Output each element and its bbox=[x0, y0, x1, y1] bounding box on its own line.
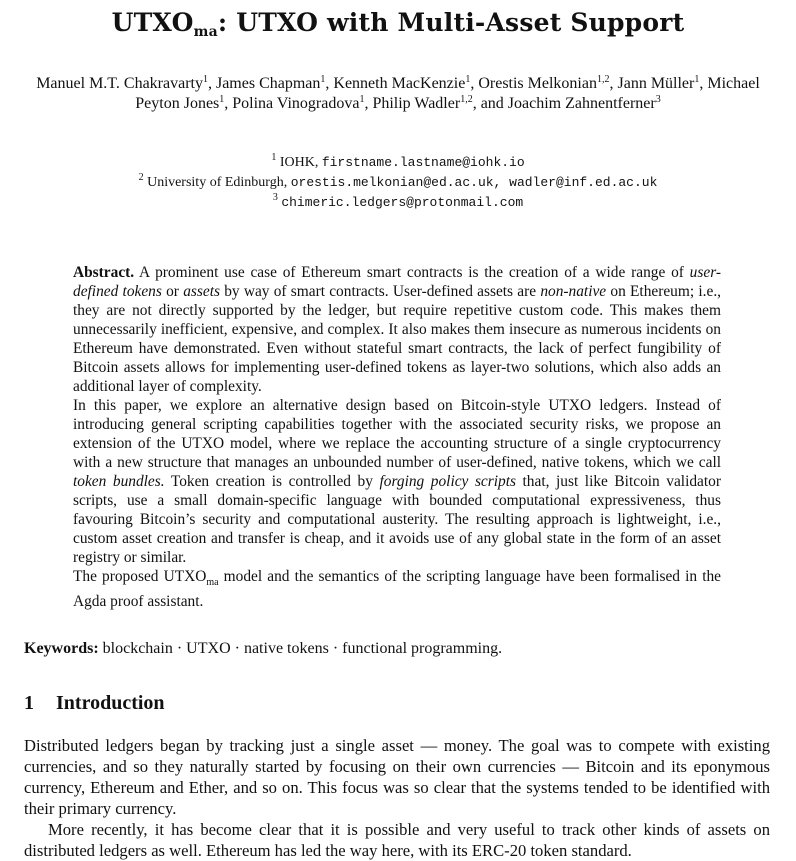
intro-body bbox=[24, 735, 770, 861]
author: Philip Wadler$^{1,2}$, and bbox=[372, 94, 508, 112]
abstract-label: Abstract. bbox=[73, 264, 135, 281]
affiliation-1: $^1$ IOHK, firstname.lastname@iohk.io bbox=[271, 152, 525, 170]
author: Manuel M.T. Chakravarty$^1$, bbox=[36, 74, 216, 92]
paper-title bbox=[0, 8, 796, 40]
author: Kenneth MacKenzie$^1$, bbox=[333, 74, 479, 92]
author: Jann Müller$^1$, bbox=[617, 74, 708, 92]
keywords bbox=[24, 640, 772, 658]
author: Orestis Melkonian$^{1,2}$, bbox=[478, 74, 618, 92]
author: James Chapman$^1$, bbox=[215, 74, 334, 92]
section-number: 1 bbox=[24, 692, 34, 714]
abstract-paragraph: Abstract. A prominent use case of Ethereum smart contracts is the creation of a wide range of user-defined tokens or assets by way of smart contracts. User-defined assets are non-native on Ethereum; i.e., they are not directly supported by the ledger, but require repetitive custom code. This makes them unnecessarily inefficient, expensive, and complex. It also makes them insecure as numerous incidents on Ethereum have demonstrated. Even without stateful smart contracts, the lack of perfect fungibility of Bitcoin assets allows for implementing user-defined tokens as layer-two solutions, which also adds an additional layer of complexity. bbox=[73, 264, 722, 395]
author-list bbox=[24, 74, 772, 114]
author: Joachim Zahnentferner$^3$ bbox=[507, 94, 661, 112]
intro-paragraph: More recently, it has become clear that it is possible and very useful to track other kinds of assets on distributed ledgers as well. Ethereum has led the way here, with its ERC-20 token standard. bbox=[24, 820, 770, 860]
abstract-paragraph: In this paper, we explore an alternative design based on Bitcoin-style UTXO ledgers. Instead of introducing general scripting capabilities together with the associated security risks, we propose an extension of the UTXO model, where we replace the accounting structure of a single cryptocurrency with a new structure that manages an unbounded number of user-defined, native tokens, which we call token bundles. Token creation is controlled by forging policy scripts that, just like Bitcoin validator scripts, use a small domain-specific language with bounded computational expressiveness, thus favouring Bitcoin’s security and computational austerity. The resulting approach is lightweight, i.e., custom asset creation and transfer is cheap, and it avoids use of any global state in the form of an asset registry or similar. bbox=[73, 397, 721, 566]
author: Michael Peyton Jones$^1$, bbox=[135, 75, 760, 112]
title-main: UTXO bbox=[111, 8, 194, 37]
abstract bbox=[73, 263, 721, 611]
affiliation-3: $^3$ chimeric.ledgers@protonmail.com bbox=[272, 192, 524, 210]
title-subscript: ma bbox=[193, 24, 218, 40]
author: Polina Vinogradova$^1$, bbox=[232, 94, 373, 112]
keywords-label: Keywords: bbox=[24, 640, 99, 657]
keywords-text: blockchain · UTXO · native tokens · functional programming. bbox=[102, 640, 503, 657]
intro-paragraph: Distributed ledgers began by tracking just a single asset — money. The goal was to compete with existing currencies, and so they naturally started by focusing on their own currencies — Bitcoin and its eponymous currency, Ethereum and Ether, and so on. This focus was so clear that the systems tended to be identified with their primary currency. bbox=[24, 736, 770, 818]
section-title: Introduction bbox=[56, 692, 165, 714]
affiliation-email: orestis.melkonian@ed.ac.uk, wadler@inf.ed.ac.uk bbox=[290, 175, 658, 190]
affiliation-email: chimeric.ledgers@protonmail.com bbox=[281, 195, 524, 210]
title-rest: : UTXO with Multi-Asset Support bbox=[217, 8, 685, 37]
affiliation-2: $^2$ University of Edinburgh, orestis.melkonian@ed.ac.uk, wadler@inf.ed.ac.uk bbox=[138, 172, 658, 190]
section-heading bbox=[24, 692, 165, 715]
abstract-paragraph: The proposed $UTXO_{ma}$ model and the semantics of the scripting language have been formalised in the Agda proof assistant. bbox=[73, 568, 722, 611]
affiliation-email: firstname.lastname@iohk.io bbox=[321, 155, 525, 170]
